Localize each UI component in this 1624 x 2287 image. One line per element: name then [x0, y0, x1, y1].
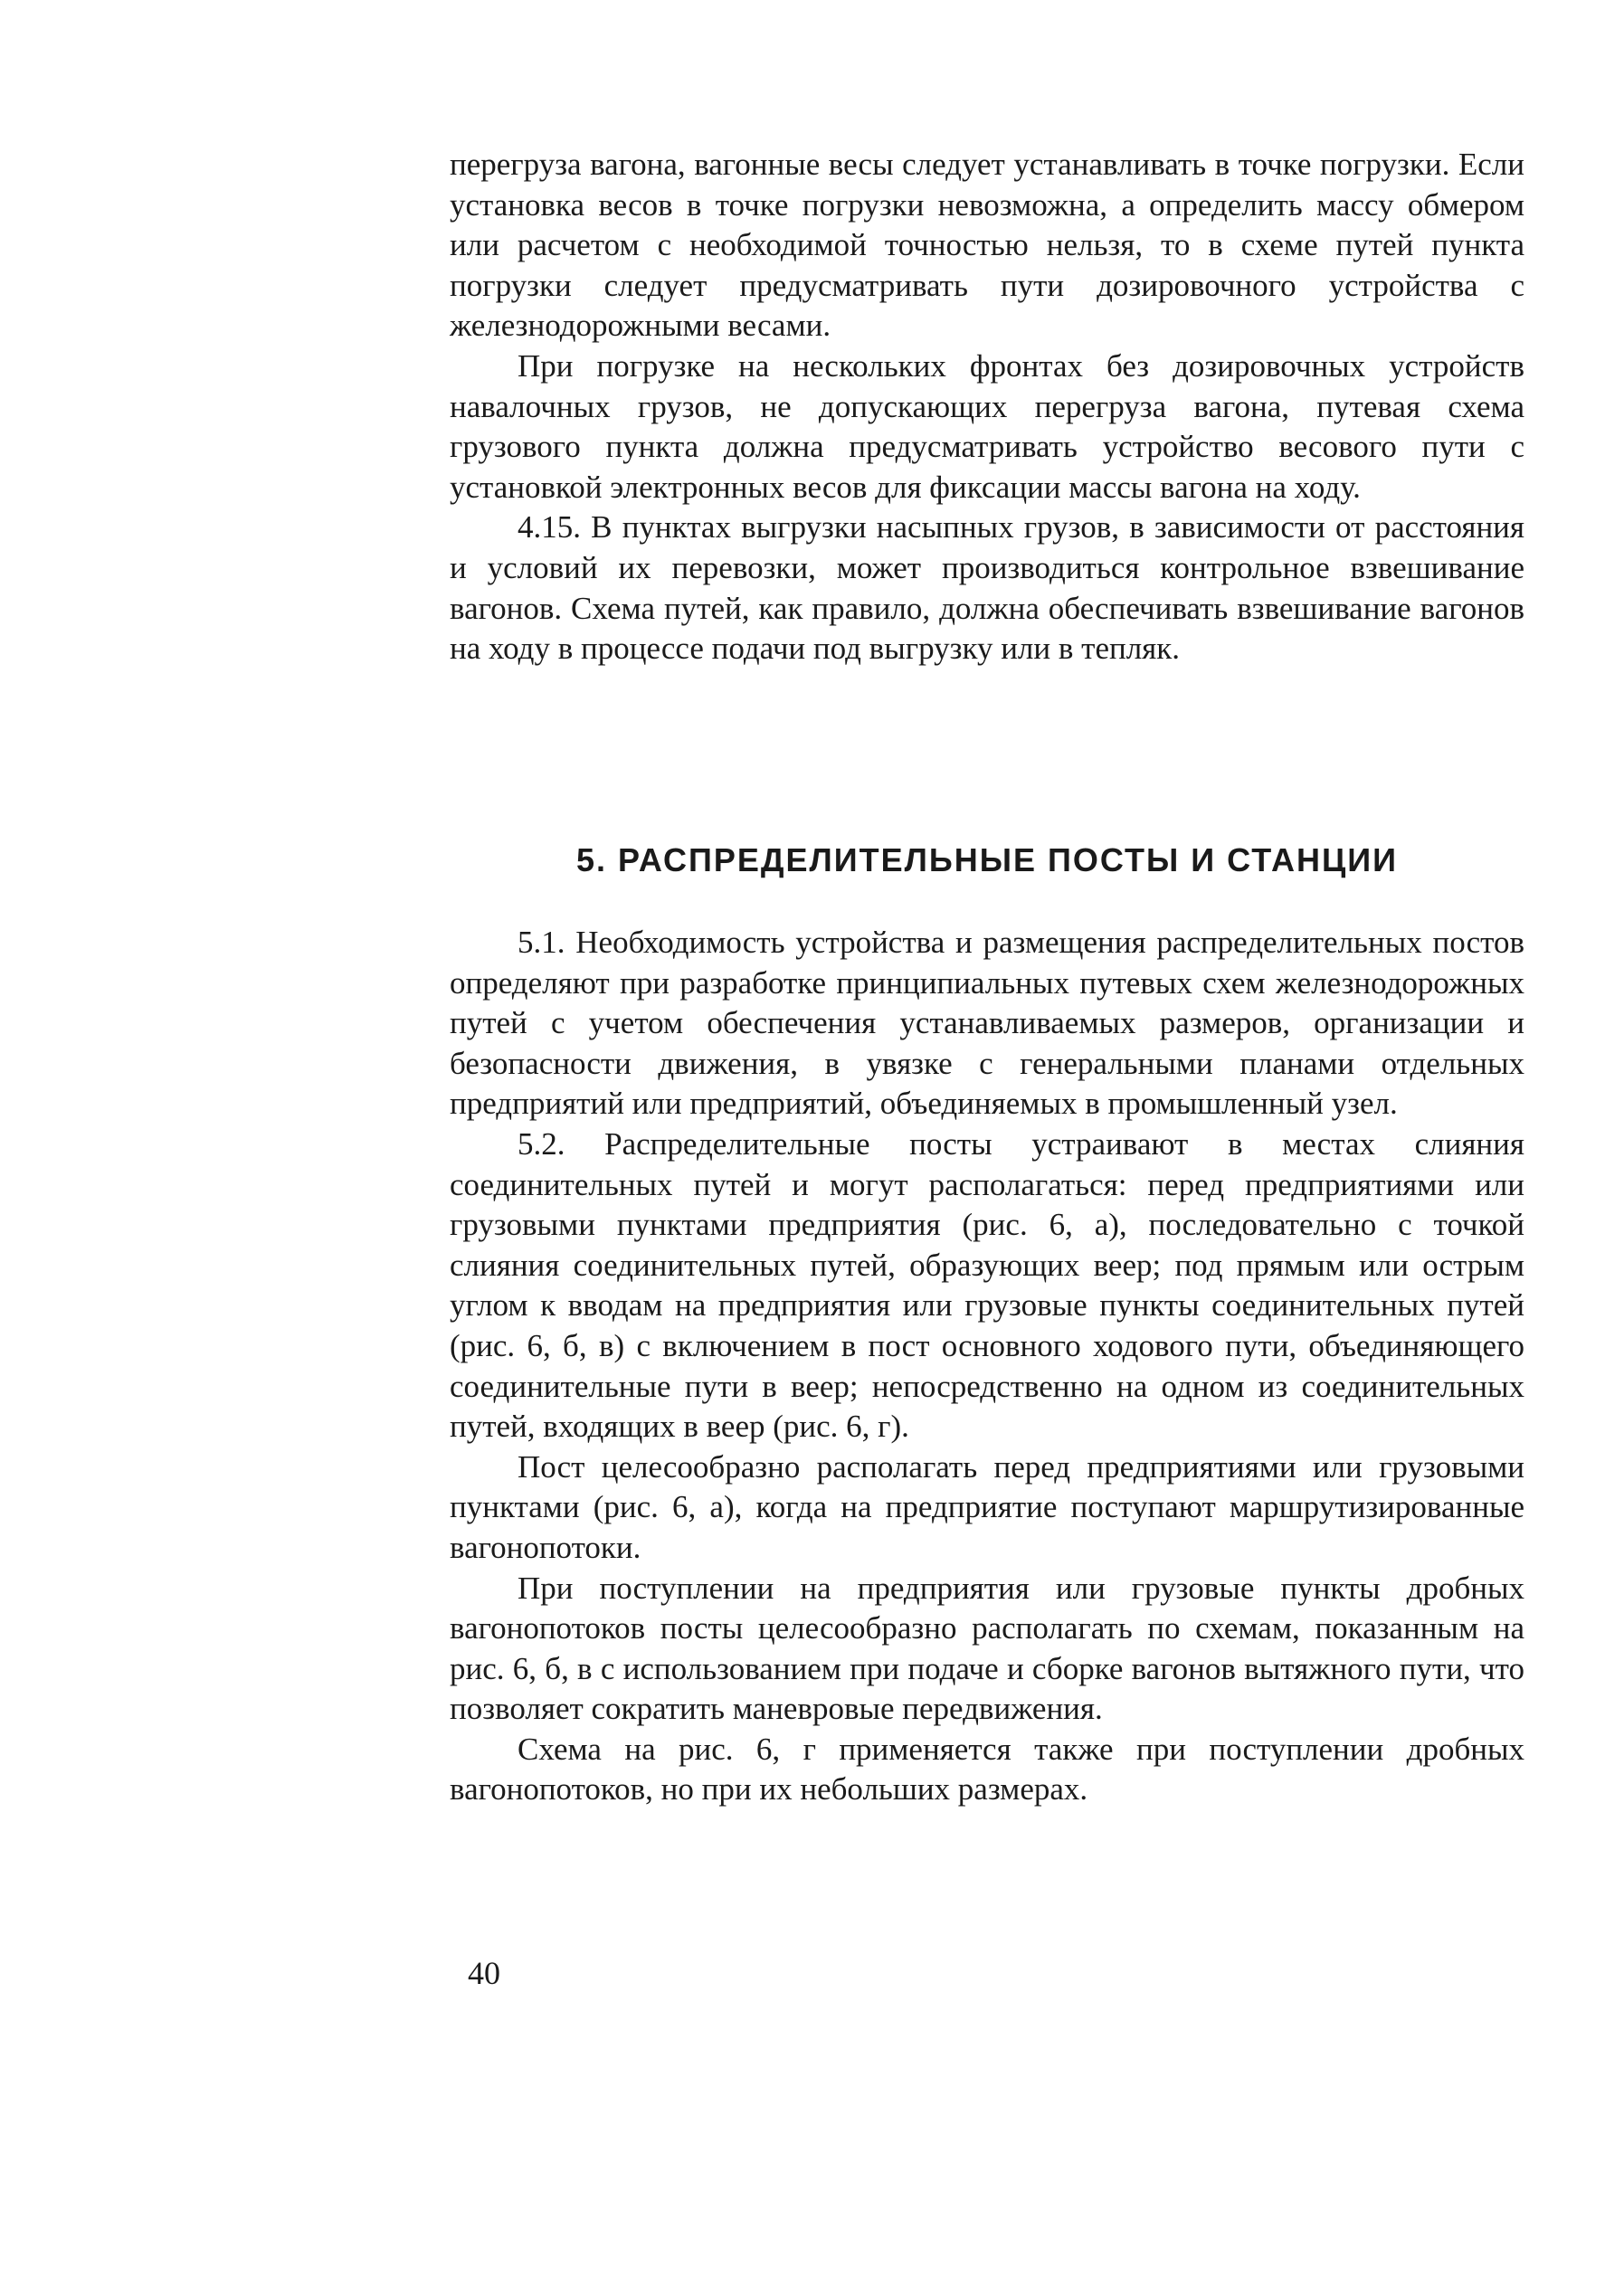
body-text-section — [450, 923, 1524, 1810]
paragraph-5-2: 5.2. Распределительные посты устраивают в местах слияния соединительных путей и могут располагаться: перед предприятиями или грузовыми пунктами предприятия (рис. 6, а), последовательно с точкой слияния соединительных путей, образующих веер; под прямым или острым углом к вводам на предприятия или грузовые пункты соединительных путей (рис. 6, б, в) с включением в пост основного ходового пути, объединяющего соединительные пути в веер; непосредственно на одном из соединительных путей, входящих в веер (рис. 6, г). — [450, 1125, 1524, 1445]
page-number: 40 — [468, 1955, 500, 1991]
section-heading: 5. РАСПРЕДЕЛИТЕЛЬНЫЕ ПОСТЫ И СТАНЦИИ — [575, 841, 1398, 878]
paragraph: Пост целесообразно располагать перед предприятиями или грузовыми пунктами (рис. 6, а), когда на предприятие поступают маршрутизированные вагонопотоки. — [450, 1448, 1524, 1565]
paragraph: При погрузке на нескольких фронтах без дозировочных устройств навалочных грузов, не допускающих перегруза вагона, путевая схема грузового пункта должна предусматривать устройство весового пути с установкой электронных весов для фиксации массы вагона на ходу. — [450, 347, 1524, 505]
paragraph-5-1: 5.1. Необходимость устройства и размещения распределительных постов определяют при разработке принципиальных путевых схем железнодорожных путей с учетом обеспечения устанавливаемых размеров, организации и безопасности движения, в увязке с генеральными планами отдельных предприятий или предприятий, объединяемых в промышленный узел. — [450, 925, 1524, 1122]
body-text-top — [450, 145, 1524, 669]
paragraph: При поступлении на предприятия или грузовые пункты дробных вагонопотоков посты целесообразно располагать по схемам, показанным на рис. 6, б, в с использованием при подаче и сборке вагонов вытяжного пути, что позволяет сократить маневровые передвижения. — [450, 1570, 1524, 1727]
paragraph: Схема на рис. 6, г применяется также при поступлении дробных вагонопотоков, но при их небольших размерах. — [450, 1731, 1524, 1808]
paragraph-continuation: перегруза вагона, вагонные весы следует устанавливать в точке погрузки. Если установка весов в точке погрузки невозможна, а определить массу обмером или расчетом с необходимой точностью нельзя, то в схеме путей пункта погрузки следует предусматривать пути дозировочного устройства с железнодорожными весами. — [450, 147, 1524, 344]
paragraph-4-15: 4.15. В пунктах выгрузки насыпных грузов, в зависимости от расстояния и условий их перевозки, может производиться контрольное взвешивание вагонов. Схема путей, как правило, должна обеспечивать взвешивание вагонов на ходу в процессе подачи под выгрузку или в тепляк. — [450, 509, 1524, 667]
